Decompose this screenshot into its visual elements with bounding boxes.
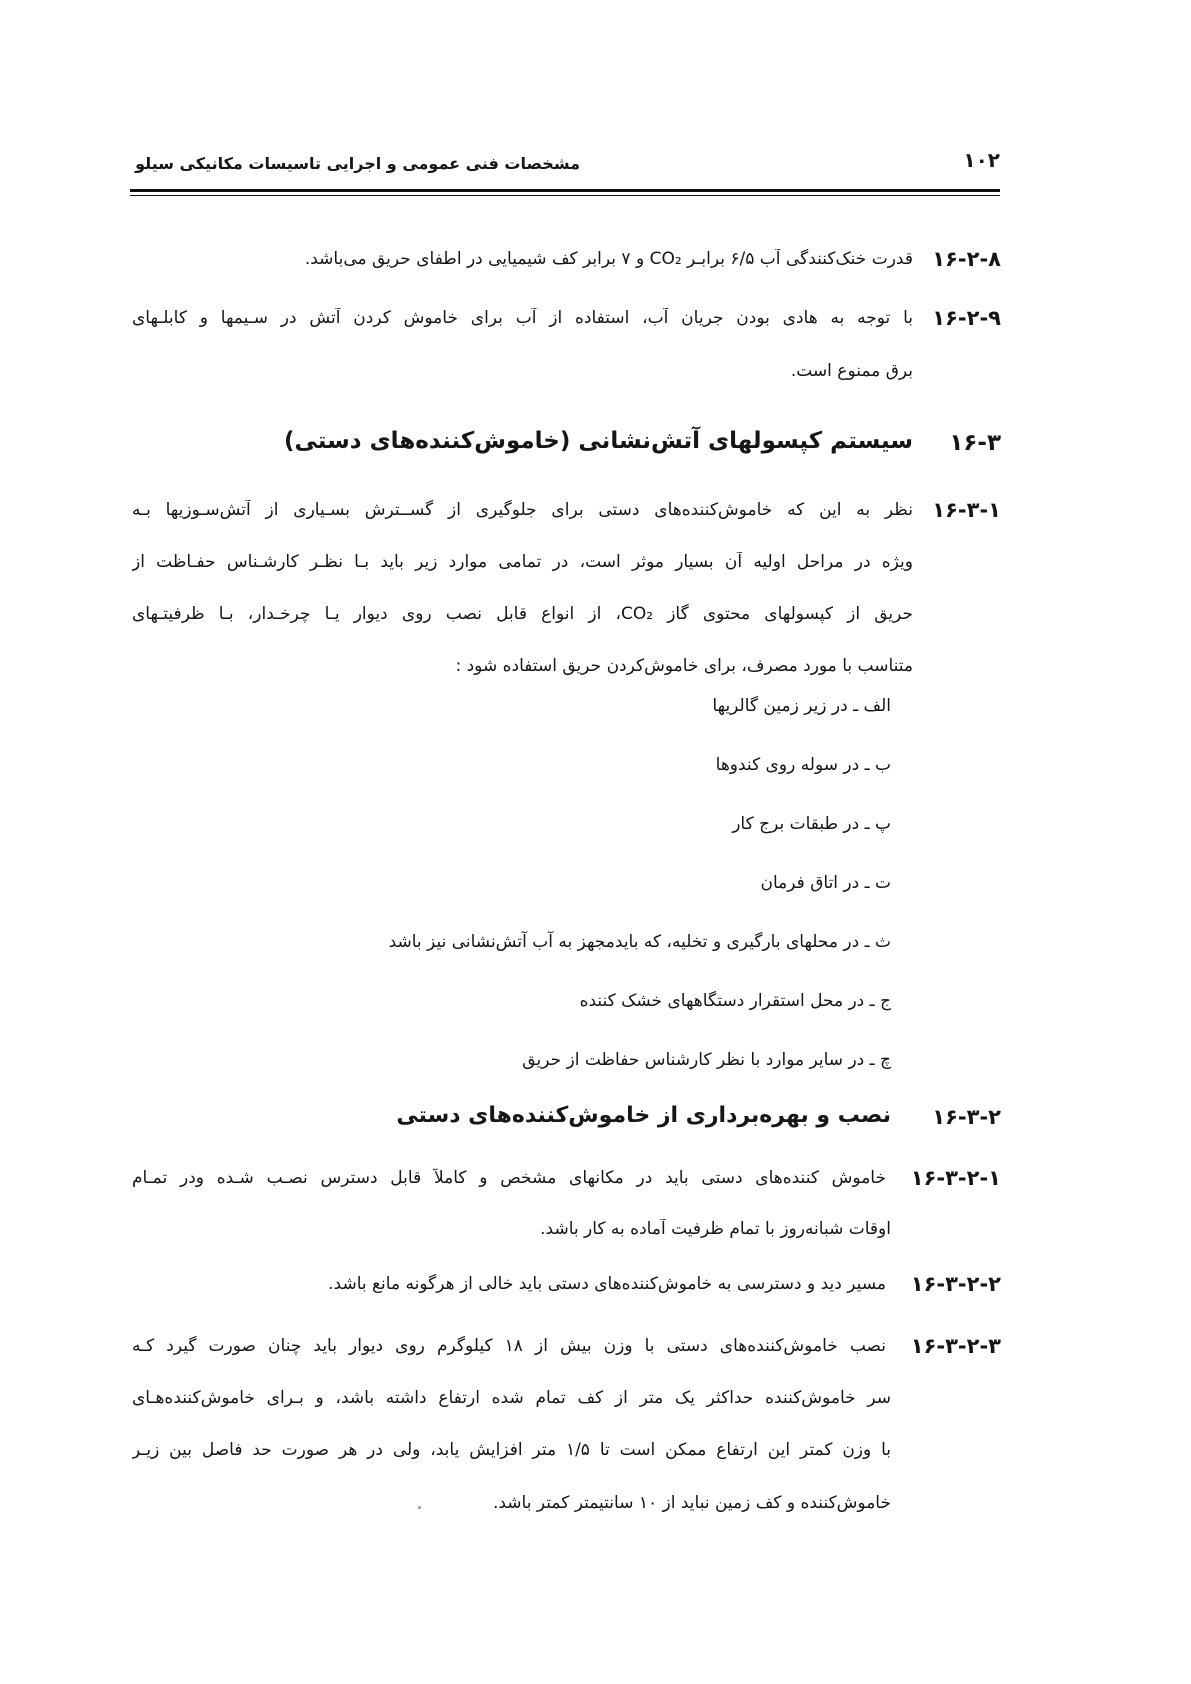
list-item: ت ـ در اتاق فرمان (760, 873, 891, 893)
list-item: الف ـ در زیر زمین گالریها (712, 696, 891, 716)
clause-text-line: اوقات شبانه‌روز با تمام ظرفیت آماده به کار باشد. (540, 1219, 891, 1239)
scan-speck (418, 1506, 421, 1509)
running-header-title: مشخصات فنی عمومی و اجرایی تاسیسات مکانیکی سیلو (135, 154, 580, 173)
clause-text-line: با وزن کمتر این ارتفاع ممکن است تا ۱/۵ متر افزایش یابد، ولی در هر صورت حد فاصل بین زیـر (132, 1440, 891, 1460)
clause-number: ۱۶-۳-۲-۳ (910, 1334, 1001, 1358)
clause-text-line: با توجه به هادی بودن جریان آب، استفاده از آب برای خاموش کردن آتش در سـیمها و کابلـهای (132, 308, 913, 328)
clause-text-line: متناسب با مورد مصرف، برای خاموش‌کردن حریق استفاده شود : (455, 656, 913, 676)
clause-text-line: نظر به این که خاموش‌کننده‌های دستی برای جلوگیری از گســترش بسـیاری از آتش‌سـوزیها بـه (132, 500, 913, 520)
running-header (130, 146, 1000, 184)
clause-text-line: حریق از کپسولهای محتوی گاز CO₂، از انواع قابل نصب روی دیوار یـا چرخـدار، بـا ظرفیتـهای (132, 604, 913, 624)
list-item: ث ـ در محلهای بارگیری و تخلیه، که بایدمجهز به آب آتش‌نشانی نیز باشد (388, 932, 891, 952)
clause-text-line: سر خاموش‌کننده حداکثر یک متر از کف تمام شده ارتفاع داشته باشد، و بـرای خاموش‌کننده‌هـای (132, 1388, 891, 1408)
page-number: ۱۰۲ (963, 148, 1000, 172)
section-heading: سیستم کپسولهای آتش‌نشانی (خاموش‌کننده‌های دستی) (284, 428, 913, 454)
list-item: ج ـ در محل استقرار دستگاههای خشک کننده (579, 991, 891, 1011)
clause-number: ۱۶-۳-۲-۱ (910, 1166, 1001, 1190)
list-item: چ ـ در سایر موارد با نظر کارشناس حفاظت از حریق (522, 1050, 891, 1070)
list-item: پ ـ در طبقات برج کار (732, 814, 891, 834)
clause-number: ۱۶-۲-۹ (932, 306, 1001, 330)
header-rule-thick (130, 189, 1000, 192)
clause-text-line: مسیر دید و دسترسی به خاموش‌کننده‌های دستی باید خالی از هرگونه مانع باشد. (328, 1274, 886, 1294)
clause-number: ۱۶-۳-۱ (932, 498, 1001, 522)
clause-text-line: قدرت خنک‌کنندگی آب ۶/۵ برابـر CO₂ و ۷ برابر کف شیمیایی در اطفای حریق می‌باشد. (304, 249, 913, 269)
section-number: ۱۶-۳ (949, 430, 1001, 456)
clause-number: ۱۶-۳-۲-۲ (910, 1272, 1001, 1296)
clause-text-line: ویژه در مراحل اولیه آن بسیار موثر است، در تمامی موارد زیر باید بـا نظـر کارشـناس حفـاظت از (132, 552, 913, 572)
section-number: ۱۶-۳-۲ (932, 1105, 1001, 1129)
list-item: ب ـ در سوله روی کندوها (715, 755, 891, 775)
clause-text-line: خاموش‌کننده و کف زمین نباید از ۱۰ سانتیمتر کمتر باشد. (492, 1493, 891, 1513)
header-rule-thin (130, 195, 1000, 196)
section-heading: نصب و بهره‌برداری از خاموش‌کننده‌های دستی (396, 1103, 891, 1128)
clause-text-line: نصب خاموش‌کننده‌های دستی با وزن بیش از ۱۸ کیلوگرم روی دیوار باید چنان صورت گیرد کـه (132, 1336, 886, 1356)
clause-text-line: برق ممنوع است. (790, 361, 913, 381)
clause-text-line: خاموش کننده‌های دستی باید در مکانهای مشخص و کاملاً قابل دسترس نصـب شـده ودر تمـام (132, 1168, 886, 1188)
clause-number: ۱۶-۲-۸ (932, 247, 1001, 271)
